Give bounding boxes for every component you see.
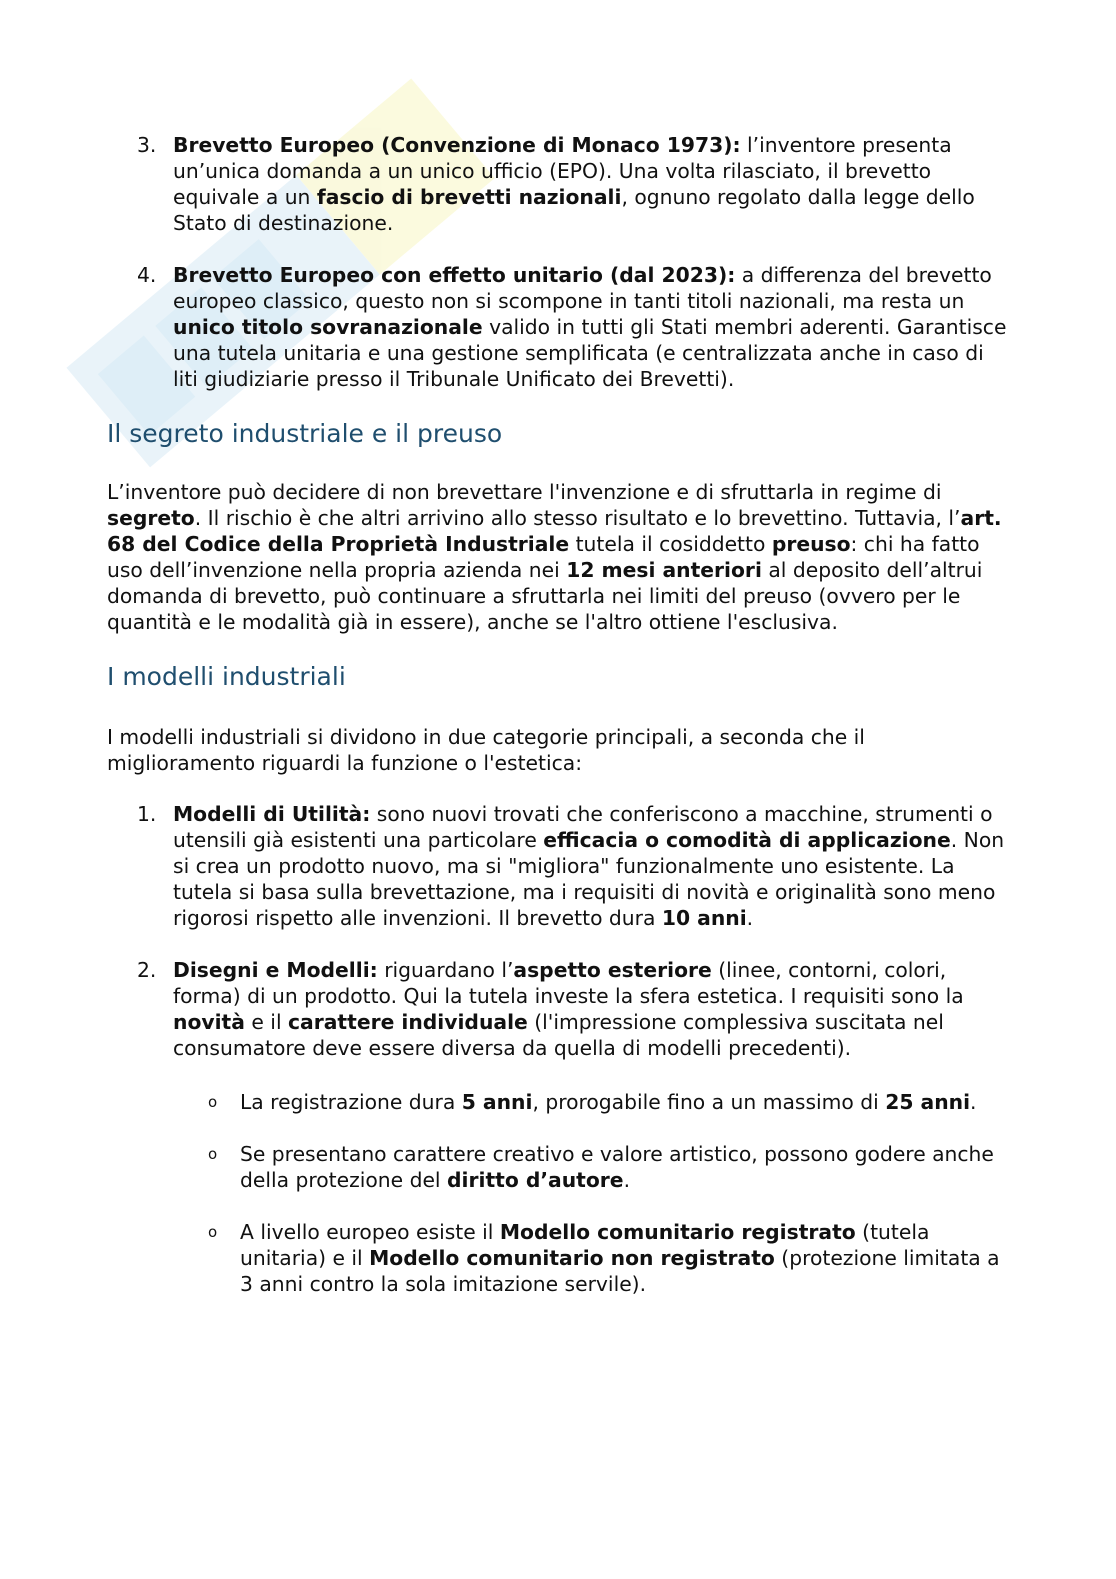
text-run: (linee, contorni, colori, forma) di un prodotto. Qui la tutela investe la sfera estetica. I requisiti sono la — [173, 958, 964, 1008]
bold-text: Modello comunitario non registrato — [369, 1246, 775, 1270]
bold-text: Modello comunitario registrato — [499, 1220, 856, 1244]
bold-text: fascio di brevetti nazionali — [316, 185, 622, 209]
bold-text: Brevetto Europeo (Convenzione di Monaco 1973): — [173, 133, 741, 157]
sub-list-item — [208, 1089, 1010, 1115]
text-run: Se presentano carattere creativo e valore artistico, possono godere anche della protezione del — [240, 1142, 994, 1192]
sub-list-item — [208, 1141, 1010, 1193]
bold-text: efficacia o comodità di applicazione — [543, 828, 951, 852]
list-item — [137, 132, 1008, 236]
bold-text: Brevetto Europeo con effetto unitario (dal 2023): — [173, 263, 736, 287]
bold-text: aspetto esteriore — [513, 958, 712, 982]
paragraph-preuso — [107, 479, 1007, 635]
text-run: (l'impressione complessiva suscitata nel consumatore deve essere diversa da quella di modelli precedenti). — [173, 1010, 944, 1060]
text-run: tutela il cosiddetto — [569, 532, 772, 556]
text-run: I modelli industriali si dividono in due categorie principali, a seconda che il miglioramento riguardi la funzione o l'estetica: — [107, 725, 865, 775]
bold-text: Disegni e Modelli: — [173, 958, 378, 982]
list-number: 4. — [137, 263, 157, 287]
text-run: valido in tutti gli Stati membri aderenti. Garantisce una tutela unitaria e una gestione semplificata (e centralizzata anche in caso di liti giudiziarie presso il Tribunale Unificato dei Brevetti). — [173, 315, 1007, 391]
text-run: e il — [244, 1010, 289, 1034]
text-run: , prorogabile fino a un massimo di — [532, 1090, 886, 1114]
bold-text: preuso — [771, 532, 851, 556]
text-run: sono nuovi trovati che conferiscono a macchine, strumenti o utensili già esistenti una particolare — [173, 802, 993, 852]
text-run: . — [746, 906, 754, 930]
text-run: . Non si crea un prodotto nuovo, ma si "migliora" funzionalmente uno esistente. La tutela si basa sulla brevettazione, ma i requisiti di novità e originalità sono meno rigorosi rispetto alle invenzioni. Il brevetto dura — [173, 828, 1005, 930]
list-item — [137, 262, 1008, 392]
text-run: , ognuno regolato dalla legge dello Stato di destinazione. — [173, 185, 975, 235]
list-number: 1. — [137, 802, 157, 826]
models-list — [0, 801, 1116, 1061]
section-heading-modelli: I modelli industriali — [107, 662, 346, 691]
text-run: (protezione limitata a 3 anni contro la sola imitazione servile). — [240, 1246, 1000, 1296]
text-run: L’inventore può decidere di non brevettare l'invenzione e di sfruttarla in regime di — [107, 480, 942, 504]
text-run: . Il rischio è che altri arrivino allo stesso risultato e lo brevettino. Tuttavia, l’ — [194, 506, 961, 530]
section-heading-segreto: Il segreto industriale e il preuso — [107, 419, 503, 448]
bold-text: Modelli di Utilità: — [173, 802, 371, 826]
sub-list-item — [208, 1219, 1010, 1297]
bullet-icon: o — [208, 1145, 218, 1163]
text-run: riguardano l’ — [377, 958, 514, 982]
list-item — [137, 957, 1008, 1061]
bold-text: 12 mesi anteriori — [566, 558, 762, 582]
text-run: a differenza del brevetto europeo classico, questo non si scompone in tanti titoli nazionali, ma resta un — [173, 263, 992, 313]
text-run: . — [970, 1090, 977, 1114]
bullet-icon: o — [208, 1223, 218, 1241]
bold-text: carattere individuale — [288, 1010, 528, 1034]
text-run: al deposito dell’altrui domanda di brevetto, può continuare a sfruttarla nei limiti del preuso (ovvero per le quantità e le modalità già in essere), anche se l'altro ottiene l'esclusiva. — [107, 558, 983, 634]
text-run: (tutela unitaria) e il — [240, 1220, 930, 1270]
bold-text: 10 anni — [661, 906, 747, 930]
bold-text: 5 anni — [461, 1090, 533, 1114]
paragraph-modelli-intro — [107, 724, 1007, 776]
text-run: . — [623, 1168, 631, 1192]
patent-list — [0, 132, 1116, 392]
bold-text: unico titolo sovranazionale — [173, 315, 483, 339]
bold-text: segreto — [107, 506, 195, 530]
list-item — [137, 801, 1008, 931]
bold-text: art. 68 del Codice della Proprietà Industriale — [107, 506, 1002, 556]
text-run: A livello europeo esiste il — [240, 1220, 500, 1244]
bullet-icon: o — [208, 1093, 218, 1111]
design-sublist — [0, 1089, 1116, 1297]
list-number: 3. — [137, 133, 157, 157]
text-run: l’inventore presenta un’unica domanda a un unico ufficio (EPO). Una volta rilasciato, il brevetto equivale a un — [173, 133, 952, 209]
bold-text: novità — [173, 1010, 245, 1034]
text-run: La registrazione dura — [240, 1090, 462, 1114]
bold-text: diritto d’autore — [447, 1168, 624, 1192]
bold-text: 25 anni — [885, 1090, 971, 1114]
list-number: 2. — [137, 958, 157, 982]
text-run: : chi ha fatto uso dell’invenzione nella propria azienda nei — [107, 532, 980, 582]
